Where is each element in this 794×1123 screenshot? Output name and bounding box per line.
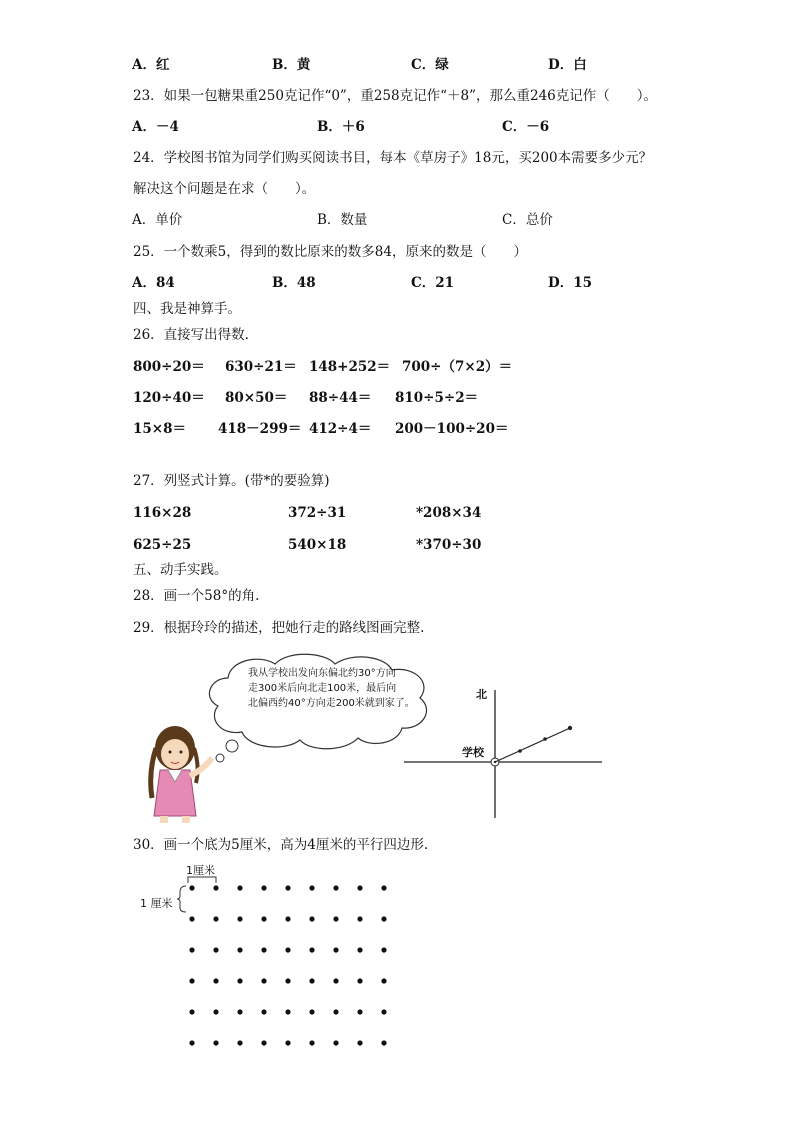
- grid-dot[interactable]: [285, 885, 290, 890]
- q26-item: 200－100÷20＝: [395, 421, 509, 437]
- section-5-heading: 五、动手实践。: [133, 562, 228, 578]
- q26-item: 148+252＝: [309, 359, 391, 375]
- bubble-text-line: 走300米后向北走100米，最后向: [248, 683, 397, 694]
- grid-dot[interactable]: [189, 1040, 194, 1045]
- route-tick: [518, 749, 522, 753]
- q25-option-a: A．84: [132, 275, 175, 291]
- q29-stem: 29．根据玲玲的描述，把她行走的路线图画完整.: [133, 620, 425, 636]
- north-label: 北: [476, 688, 487, 701]
- route-tick: [568, 726, 572, 730]
- grid-dot[interactable]: [309, 978, 314, 983]
- grid-dot[interactable]: [381, 1009, 386, 1014]
- grid-dot[interactable]: [213, 978, 218, 983]
- grid-dot[interactable]: [333, 885, 338, 890]
- dot-grid[interactable]: [180, 878, 420, 1048]
- grid-dot[interactable]: [261, 978, 266, 983]
- grid-dot[interactable]: [381, 916, 386, 921]
- grid-dot[interactable]: [285, 1040, 290, 1045]
- q26-item: 412÷4＝: [309, 421, 372, 437]
- grid-dot[interactable]: [381, 947, 386, 952]
- grid-dot[interactable]: [357, 885, 362, 890]
- grid-dot[interactable]: [309, 1040, 314, 1045]
- unit-label-top: 1厘米: [186, 864, 215, 877]
- school-label: 学校: [462, 746, 484, 759]
- grid-dot[interactable]: [261, 947, 266, 952]
- q23-option-a: A．－4: [132, 119, 179, 135]
- q24-option-c: C．总价: [502, 212, 553, 228]
- grid-dot[interactable]: [381, 885, 386, 890]
- grid-dot[interactable]: [189, 947, 194, 952]
- q22-option-b: B．黄: [272, 57, 311, 73]
- grid-dot[interactable]: [189, 885, 194, 890]
- bubble-text-line: 我从学校出发向东偏北约30°方向: [248, 668, 396, 679]
- grid-dot[interactable]: [285, 978, 290, 983]
- q25-option-c: C．21: [411, 275, 455, 291]
- grid-dot[interactable]: [285, 947, 290, 952]
- grid-dot[interactable]: [357, 947, 362, 952]
- grid-dot[interactable]: [309, 885, 314, 890]
- route-tick: [543, 737, 547, 741]
- q27-item: 372÷31: [288, 505, 347, 521]
- q26-item: 800÷20＝: [133, 359, 205, 375]
- q26-item: 418－299＝: [218, 421, 302, 437]
- q27-item: *208×34: [416, 505, 482, 521]
- grid-dot[interactable]: [237, 1040, 242, 1045]
- q25-option-d: D．15: [548, 275, 592, 291]
- q30-stem: 30．画一个底为5厘米，高为4厘米的平行四边形.: [133, 837, 429, 853]
- q24-stem: 24．学校图书馆为同学们购买阅读书目，每本《草房子》18元，买200本需要多少元？: [133, 150, 653, 166]
- q25-option-b: B．48: [272, 275, 316, 291]
- unit-label-side: 1 厘米: [140, 897, 173, 910]
- grid-dot[interactable]: [261, 1040, 266, 1045]
- grid-dot[interactable]: [357, 916, 362, 921]
- route-diagram[interactable]: [400, 682, 610, 822]
- grid-dot[interactable]: [381, 1040, 386, 1045]
- route-segment: [495, 728, 570, 762]
- q27-item: 116×28: [133, 505, 192, 521]
- q26-item: 80×50＝: [225, 390, 288, 406]
- grid-dot[interactable]: [333, 1009, 338, 1014]
- q26-item: 700÷（7×2）＝: [402, 359, 513, 375]
- q26-item: 120÷40＝: [133, 390, 205, 406]
- grid-dot[interactable]: [381, 978, 386, 983]
- grid-dot[interactable]: [261, 916, 266, 921]
- grid-dot[interactable]: [237, 978, 242, 983]
- grid-dot[interactable]: [237, 916, 242, 921]
- q26-item: 630÷21＝: [225, 359, 297, 375]
- q27-item: 625÷25: [133, 537, 192, 553]
- grid-dot[interactable]: [357, 1009, 362, 1014]
- q24-option-b: B．数量: [317, 212, 368, 228]
- grid-dot[interactable]: [189, 916, 194, 921]
- q22-option-d: D．白: [548, 57, 587, 73]
- q25-stem: 25．一个数乘5，得到的数比原来的数多84，原来的数是（ ）: [133, 244, 527, 260]
- thought-bubble-dot: [216, 754, 224, 762]
- grid-dot[interactable]: [213, 885, 218, 890]
- q24-stem-2: 解决这个问题是在求（ ）。: [133, 181, 316, 197]
- grid-dot[interactable]: [189, 1009, 194, 1014]
- grid-dot[interactable]: [333, 1040, 338, 1045]
- q23-option-c: C．－6: [502, 119, 550, 135]
- grid-dot[interactable]: [213, 1009, 218, 1014]
- q23-stem: 23．如果一包糖果重250克记作“0”，重258克记作“＋8”，那么重246克记作（ ）。: [133, 88, 658, 104]
- q28-stem: 28．画一个58°的角.: [133, 588, 260, 604]
- grid-dot[interactable]: [261, 1009, 266, 1014]
- grid-dot[interactable]: [309, 916, 314, 921]
- grid-dot[interactable]: [357, 978, 362, 983]
- thought-bubble-dot: [226, 740, 238, 752]
- grid-dot[interactable]: [237, 1009, 242, 1014]
- section-4-heading: 四、我是神算手。: [133, 301, 241, 317]
- grid-dot[interactable]: [213, 916, 218, 921]
- q26-item: 810÷5÷2＝: [395, 390, 479, 406]
- q26-item: 88÷44＝: [309, 390, 372, 406]
- grid-dot[interactable]: [333, 947, 338, 952]
- grid-dot[interactable]: [333, 978, 338, 983]
- girl-figure: [151, 726, 212, 823]
- grid-dot[interactable]: [309, 947, 314, 952]
- grid-dot[interactable]: [237, 885, 242, 890]
- q22-option-a: A．红: [132, 57, 170, 73]
- q22-option-c: C．绿: [411, 57, 449, 73]
- grid-dot[interactable]: [309, 1009, 314, 1014]
- q27-item: 540×18: [288, 537, 347, 553]
- grid-dot[interactable]: [189, 978, 194, 983]
- grid-dot[interactable]: [333, 916, 338, 921]
- grid-dot[interactable]: [237, 947, 242, 952]
- grid-dot[interactable]: [285, 1009, 290, 1014]
- q27-item: *370÷30: [416, 537, 482, 553]
- grid-dot[interactable]: [213, 947, 218, 952]
- grid-dot[interactable]: [357, 1040, 362, 1045]
- q27-stem: 27．列竖式计算。(带*的要验算): [133, 473, 330, 489]
- q24-option-a: A．单价: [132, 212, 183, 228]
- grid-dot[interactable]: [261, 885, 266, 890]
- grid-dot[interactable]: [285, 916, 290, 921]
- grid-dot[interactable]: [213, 1040, 218, 1045]
- q26-stem: 26．直接写出得数.: [133, 327, 249, 343]
- q26-item: 15×8＝: [133, 421, 186, 437]
- q23-option-b: B．＋6: [317, 119, 365, 135]
- bubble-text-line: 北偏西约40°方向走200米就到家了。: [248, 698, 415, 709]
